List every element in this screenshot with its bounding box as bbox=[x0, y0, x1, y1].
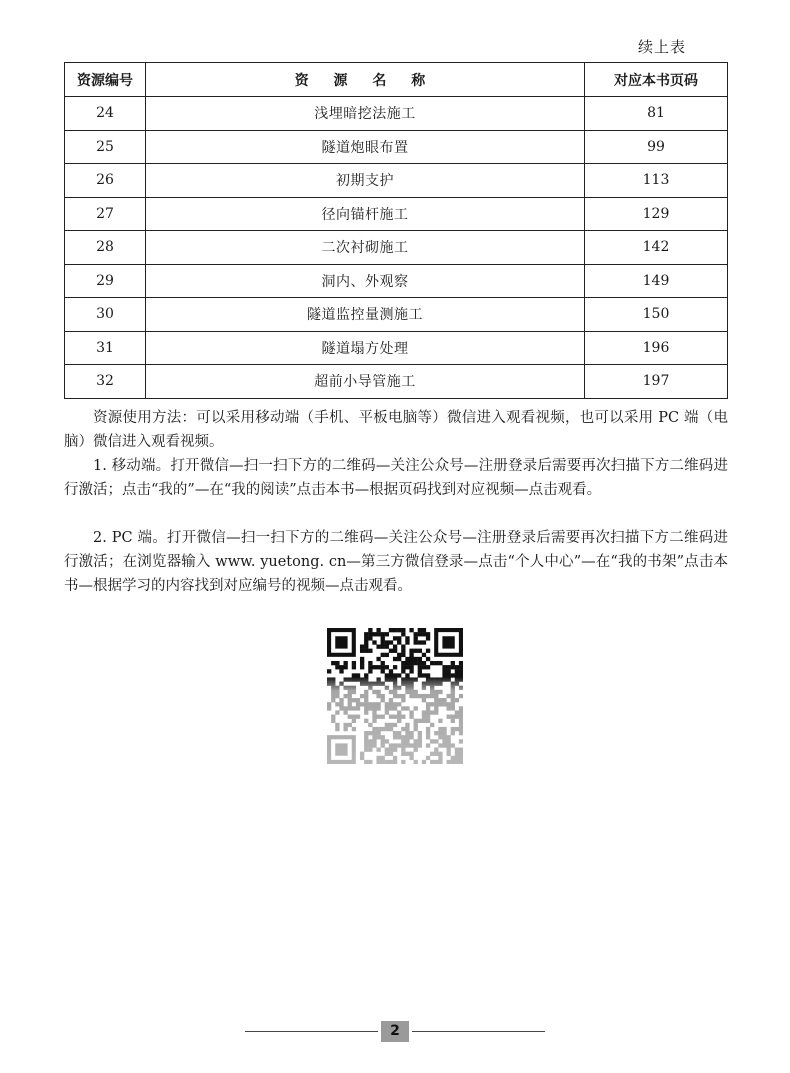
header-page-number: 对应本书页码 bbox=[585, 63, 728, 97]
table-header-row bbox=[65, 63, 728, 97]
table-row bbox=[65, 331, 728, 365]
mobile-instructions-paragraph: 1. 移动端。打开微信—扫一扫下方的二维码—关注公众号—注册登录后需要再次扫描下方二维码进行激活；点击“我的”—在“我的阅读”点击本书—根据页码找到对应视频—点击观看。 bbox=[64, 458, 728, 498]
resource-id: 32 bbox=[65, 365, 146, 399]
footer-rule-right bbox=[412, 1031, 545, 1032]
continued-table-label: 续上表 bbox=[637, 38, 686, 56]
resource-id: 27 bbox=[65, 197, 146, 231]
resource-name: 隧道监控量测施工 bbox=[146, 298, 585, 332]
resource-name: 径向锚杆施工 bbox=[146, 197, 585, 231]
qr-code-graphic bbox=[327, 628, 463, 764]
usage-method-paragraph: 资源使用方法：可以采用移动端（手机、平板电脑等）微信进入观看视频，也可以采用 PC 端（电脑）微信进入观看视频。 bbox=[64, 410, 728, 450]
pc-instructions-paragraph: 2. PC 端。打开微信—扫一扫下方的二维码—关注公众号—注册登录后需要再次扫描下方二维码进行激活；在浏览器输入 www. yuetong. cn—第三方微信登录—点击“个人中心”—在“我的书架”点击本书—根据学习的内容找到对应编号的视频—点击观看。 bbox=[64, 530, 728, 594]
table-row bbox=[65, 365, 728, 399]
table-row bbox=[65, 298, 728, 332]
table-row bbox=[65, 164, 728, 198]
resource-id: 28 bbox=[65, 231, 146, 265]
page-number: 99 bbox=[585, 130, 728, 164]
table-row bbox=[65, 197, 728, 231]
page-number: 149 bbox=[585, 264, 728, 298]
resource-id: 26 bbox=[65, 164, 146, 198]
resource-id: 25 bbox=[65, 130, 146, 164]
page-number: 81 bbox=[585, 97, 728, 131]
page-number: 113 bbox=[585, 164, 728, 198]
resource-id: 29 bbox=[65, 264, 146, 298]
resource-name: 浅埋暗挖法施工 bbox=[146, 97, 585, 131]
page-number: 129 bbox=[585, 197, 728, 231]
resource-name: 初期支护 bbox=[146, 164, 585, 198]
table-row bbox=[65, 97, 728, 131]
header-resource-name: 资 源 名 称 bbox=[146, 63, 585, 97]
header-resource-id: 资源编号 bbox=[65, 63, 146, 97]
table-row bbox=[65, 130, 728, 164]
footer-rule-left bbox=[245, 1031, 378, 1032]
page-number: 197 bbox=[585, 365, 728, 399]
page-number: 142 bbox=[585, 231, 728, 265]
resource-id: 30 bbox=[65, 298, 146, 332]
page-number: 150 bbox=[585, 298, 728, 332]
page-footer bbox=[0, 1020, 790, 1044]
resource-name: 超前小导管施工 bbox=[146, 365, 585, 399]
resource-id: 31 bbox=[65, 331, 146, 365]
resource-name: 隧道塌方处理 bbox=[146, 331, 585, 365]
resource-name: 隧道炮眼布置 bbox=[146, 130, 585, 164]
resource-name: 二次衬砌施工 bbox=[146, 231, 585, 265]
resource-table bbox=[64, 62, 728, 399]
table-row bbox=[65, 231, 728, 265]
resource-name: 洞内、外观察 bbox=[146, 264, 585, 298]
resource-id: 24 bbox=[65, 97, 146, 131]
table-row bbox=[65, 264, 728, 298]
page-number-badge: 2 bbox=[381, 1021, 409, 1042]
page-number: 196 bbox=[585, 331, 728, 365]
qr-code-image[interactable] bbox=[327, 628, 463, 764]
